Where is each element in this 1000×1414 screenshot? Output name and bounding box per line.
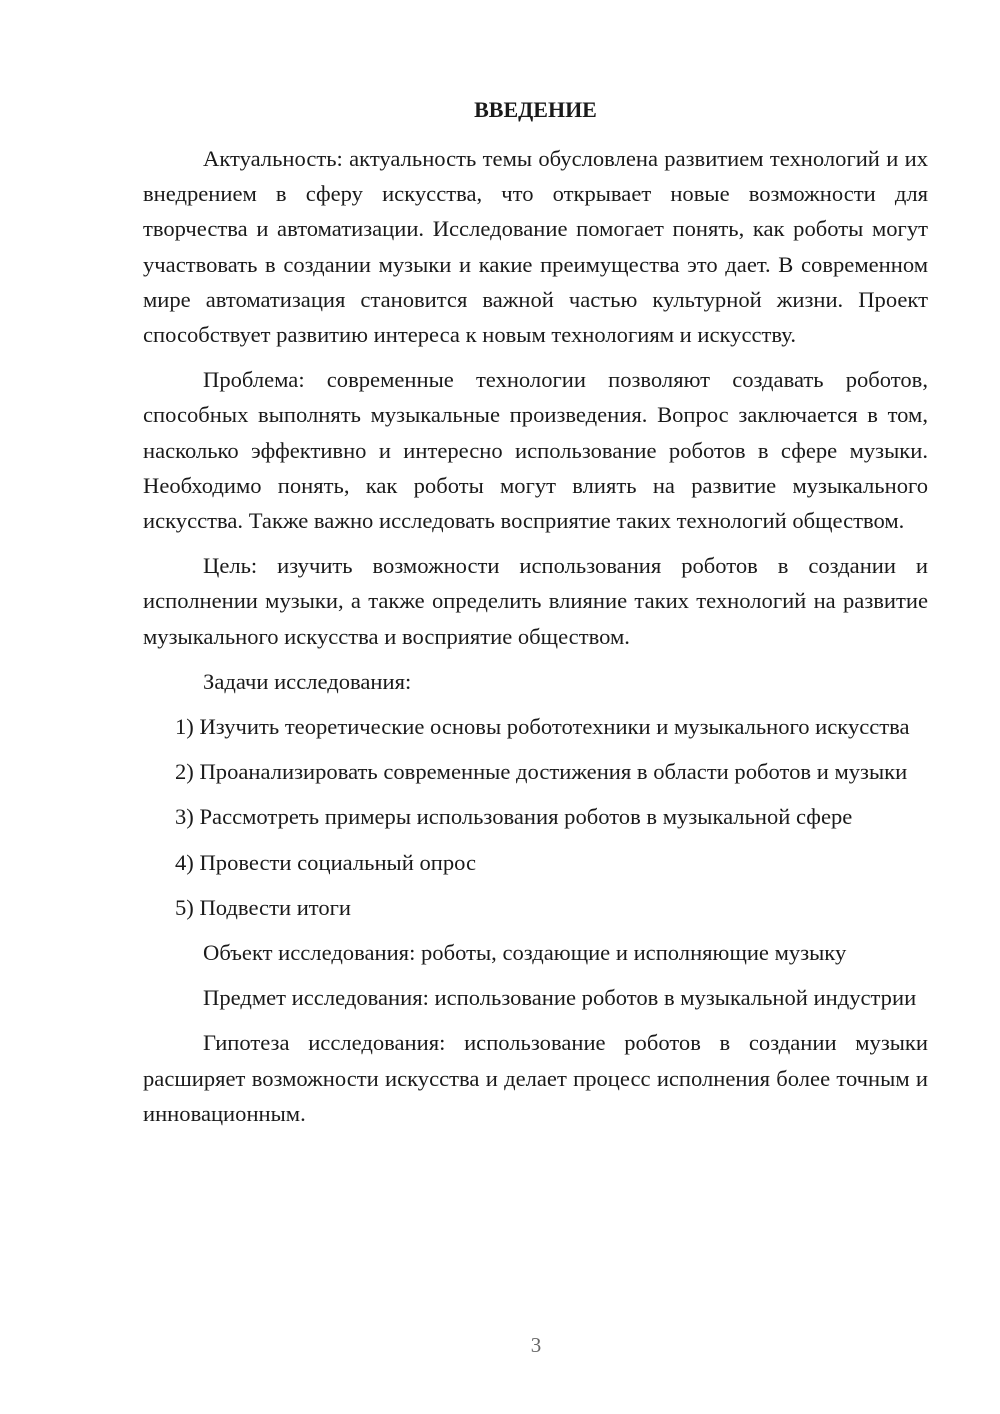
relevance-paragraph: Актуальность: актуальность темы обусловлена развитием технологий и их внедрением в сферу искусства, что открывает новые возможности для творчества и автоматизации. Исследование помогает понять, как роботы могут участвовать в создании музыки и какие преимущества это дает. В современном мире автоматизация становится важной частью культурной жизни. Проект способствует развитию интереса к новым технологиям и искусству. [143, 146, 928, 348]
task-item: 5) Подвести итоги [175, 894, 352, 920]
problem-paragraph: Проблема: современные технологии позволяют создавать роботов, способных выполнять музыкальные произведения. Вопрос заключается в том, насколько эффективно и интересно использование роботов в сфере музыки. Необходимо понять, как роботы могут влиять на развитие музыкального искусства. Также важно исследовать восприятие таких технологий обществом. [143, 367, 928, 534]
task-item: 4) Провести социальный опрос [175, 849, 477, 875]
subject-paragraph: Предмет исследования: использование роботов в музыкальной индустрии [203, 985, 917, 1011]
goal-paragraph: Цель: изучить возможности использования роботов в создании и исполнении музыки, а также определить влияние таких технологий на развитие музыкального искусства и восприятие обществом. [143, 553, 928, 649]
task-item: 3) Рассмотреть примеры использования роботов в музыкальной сфере [175, 804, 853, 830]
tasks-heading: Задачи исследования: [203, 668, 412, 694]
hypothesis-paragraph: Гипотеза исследования: использование роботов в создании музыки расширяет возможности искусства и делает процесс исполнения более точным и инновационным. [143, 1030, 928, 1126]
task-item: 1) Изучить теоретические основы робототехники и музыкального искусства [175, 714, 910, 740]
page-number: 3 [530, 1333, 542, 1357]
document-body [143, 92, 928, 1131]
object-paragraph: Объект исследования: роботы, создающие и исполняющие музыку [203, 940, 847, 966]
page-title: ВВЕДЕНИЕ [474, 97, 597, 122]
tasks-list [143, 709, 928, 925]
task-item: 2) Проанализировать современные достижения в области роботов и музыки [175, 759, 908, 785]
